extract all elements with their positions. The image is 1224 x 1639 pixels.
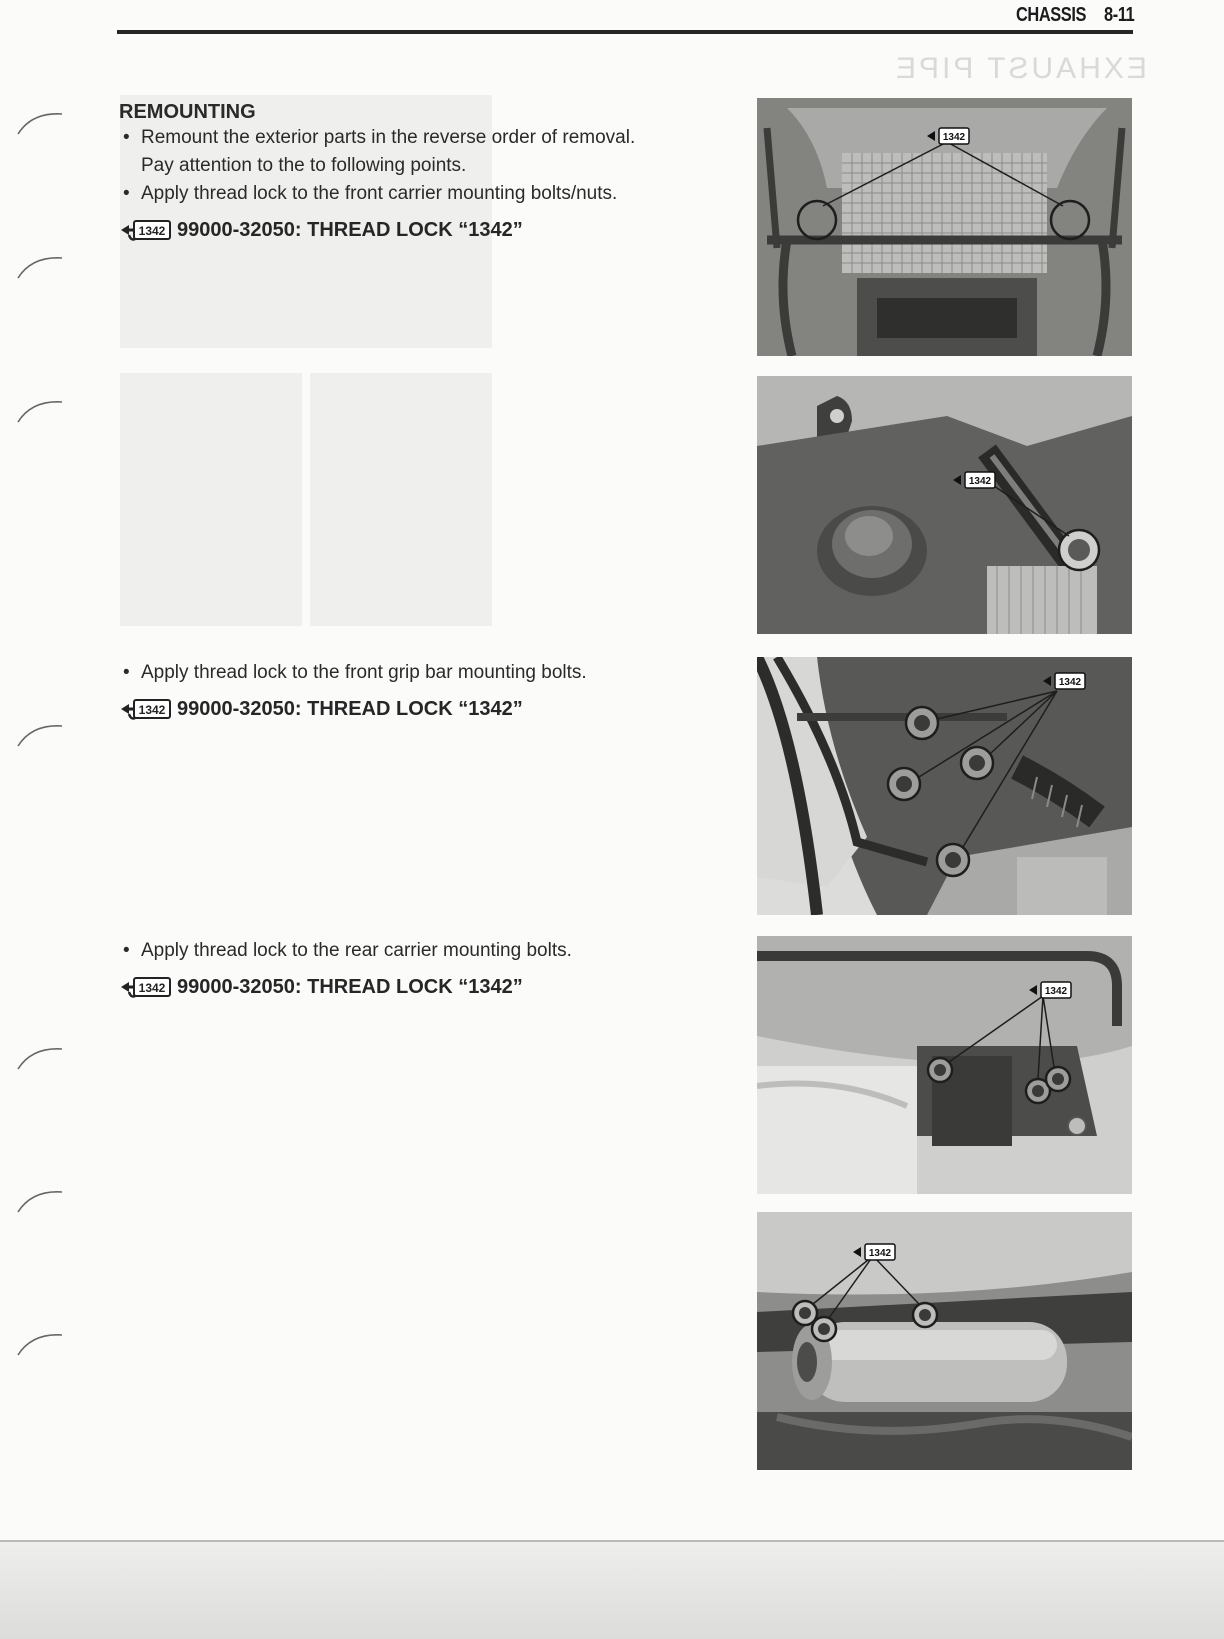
thread-lock-spec (119, 974, 523, 1000)
bullet-icon: • (123, 183, 130, 204)
ghost-title: EXHAUST PIPE (893, 52, 1147, 85)
thread-lock-text: 99000-32050: THREAD LOCK “1342” (177, 697, 523, 720)
ghost-photo (310, 373, 492, 626)
thread-lock-icon (119, 696, 173, 722)
thread-lock-icon (119, 974, 173, 1000)
bullet-text-continuation: Pay attention to the to following points. (141, 155, 467, 176)
binder-hole-icon (14, 252, 64, 282)
header-section: CHASSIS (1015, 4, 1086, 26)
binder-hole-icon (14, 1329, 64, 1359)
svg-text:1342: 1342 (942, 132, 966, 143)
section-title: REMOUNTING (119, 101, 256, 123)
scan-shadow (0, 1542, 1224, 1639)
binder-hole-icon (14, 1186, 64, 1216)
bullet-item (123, 180, 713, 208)
svg-text:1342: 1342 (138, 224, 166, 238)
thread-lock-spec (119, 696, 523, 722)
bullet-item (123, 659, 713, 687)
svg-text:1342: 1342 (138, 981, 166, 995)
page-header (998, 4, 1134, 27)
bullet-text: Apply thread lock to the front grip bar mounting bolts. (141, 662, 587, 683)
binder-hole-icon (14, 396, 64, 426)
rear-carrier-photo (757, 936, 1132, 1194)
thread-lock-spec (119, 217, 523, 243)
front-grip-bar-photo (757, 657, 1132, 915)
svg-text:1342: 1342 (868, 1248, 892, 1259)
bullet-icon: • (123, 662, 130, 683)
header-rule (117, 30, 1133, 34)
thread-lock-text: 99000-32050: THREAD LOCK “1342” (177, 975, 523, 998)
ghost-photo (120, 373, 302, 626)
bullet-icon: • (123, 940, 130, 961)
thread-lock-text: 99000-32050: THREAD LOCK “1342” (177, 218, 523, 241)
bullet-text: Apply thread lock to the front carrier mounting bolts/nuts. (141, 183, 618, 204)
rear-carrier-muffler-photo (757, 1212, 1132, 1470)
thread-lock-icon (119, 217, 173, 243)
svg-text:1342: 1342 (138, 703, 166, 717)
bullet-item (123, 937, 713, 965)
binder-hole-icon (14, 1043, 64, 1073)
binder-hole-icon (14, 108, 64, 138)
svg-text:1342: 1342 (1044, 986, 1068, 997)
bullet-item (123, 124, 713, 180)
front-carrier-photo (757, 98, 1132, 356)
svg-text:1342: 1342 (1058, 677, 1082, 688)
header-page-number: 8-11 (1103, 4, 1134, 26)
binder-hole-icon (14, 720, 64, 750)
svg-text:1342: 1342 (968, 476, 992, 487)
bullet-icon: • (123, 127, 130, 148)
front-carrier-nut-photo (757, 376, 1132, 634)
bullet-text: Remount the exterior parts in the reverse order of removal. (141, 127, 636, 148)
bullet-text: Apply thread lock to the rear carrier mounting bolts. (141, 940, 572, 961)
